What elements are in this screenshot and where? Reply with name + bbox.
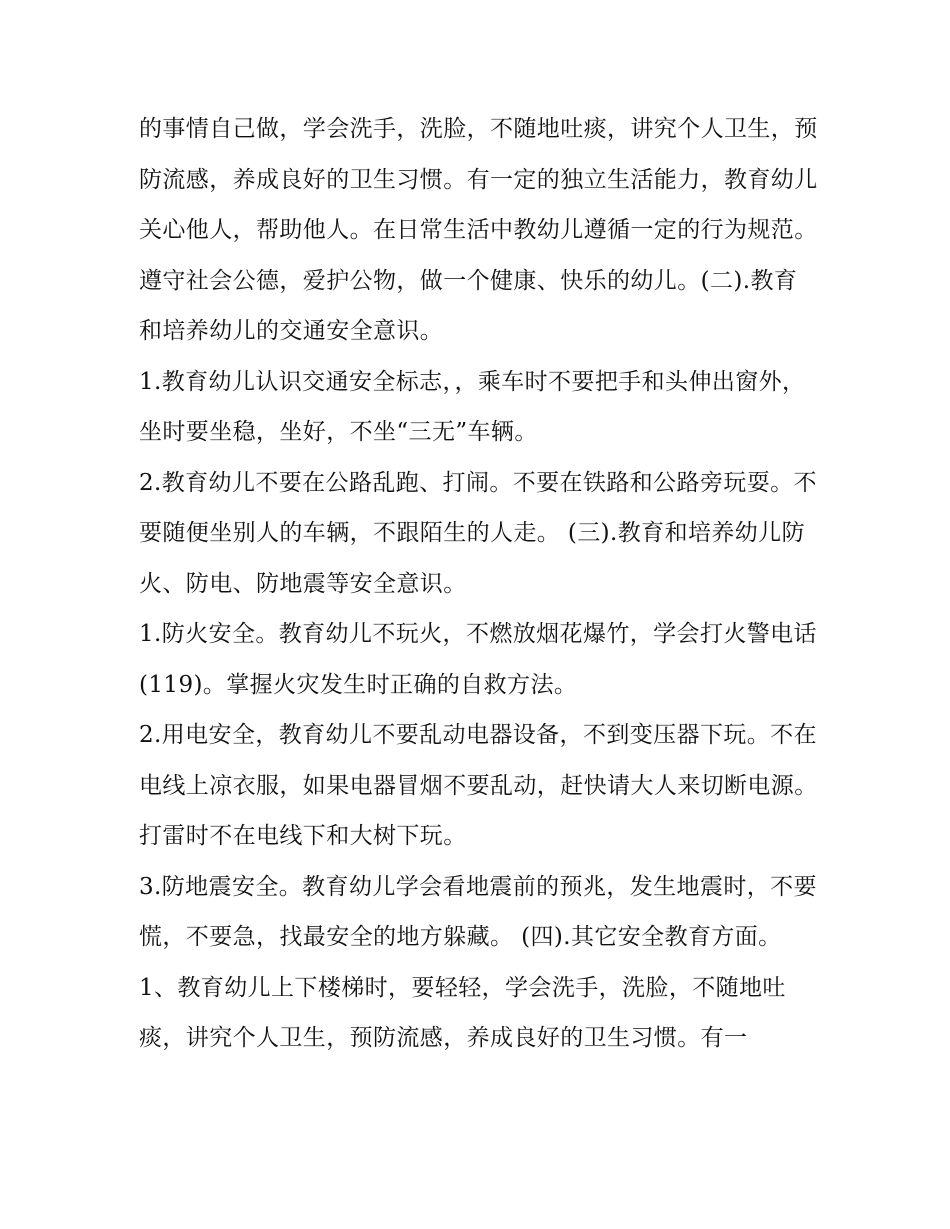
document-body — [139, 104, 819, 1064]
paragraph-electric-safety: 2.用电安全，教育幼儿不要乱动电器设备，不到变压器下玩。不在电线上凉衣服，如果电器冒烟不要乱动，赶快请大人来切断电源。打雷时不在电线下和大树下玩。 — [139, 722, 818, 849]
paragraph-traffic-signs: 1.教育幼儿认识交通安全标志，，乘车时不要把手和头伸出窗外，坐时要坐稳，坐好，不坐“三无”车辆。 — [139, 368, 806, 445]
paragraph-fire-safety: 1.防火安全。教育幼儿不玩火，不燃放烟花爆竹，学会打火警电话(119)。掌握火灾发生时正确的自救方法。 — [139, 621, 817, 698]
paragraph-stairs-safety: 1、教育幼儿上下楼梯时，要轻轻，学会洗手，洗脸，不随地吐痰，讲究个人卫生，预防流感，养成良好的卫生习惯。有一 — [139, 974, 786, 1051]
paragraph-road-safety: 2.教育幼儿不要在公路乱跑、打闹。不要在铁路和公路旁玩耍。不要随便坐别人的车辆，不跟陌生的人走。 (三).教育和培养幼儿防火、防电、防地震等安全意识。 — [139, 469, 817, 597]
paragraph-earthquake-safety: 3.防地震安全。教育幼儿学会看地震前的预兆，发生地震时，不要慌，不要急，找最安全的地方躲藏。 (四).其它安全教育方面。 — [139, 873, 817, 950]
paragraph-hygiene-and-traffic-intro: 的事情自己做，学会洗手，洗脸，不随地吐痰，讲究个人卫生，预防流感，养成良好的卫生习惯。有一定的独立生活能力，教育幼儿关心他人，帮助他人。在日常生活中教幼儿遵循一定的行为规范。遵守社会公德，爱护公物，做一个健康、快乐的幼儿。(二).教育和培养幼儿的交通安全意识。 — [139, 116, 818, 344]
